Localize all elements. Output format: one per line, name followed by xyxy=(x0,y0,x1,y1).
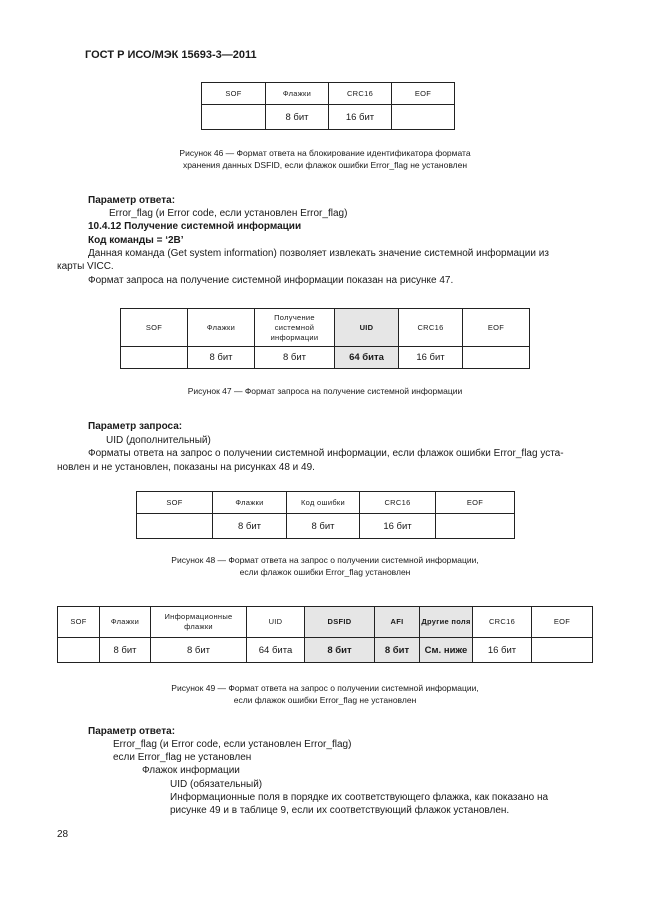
response-param-label-2: Параметр ответа: xyxy=(88,726,176,737)
f47-val-eof xyxy=(463,347,530,369)
f48-val-crc: 16 бит xyxy=(360,514,436,539)
f49-val-eof xyxy=(532,638,593,663)
f48-val-eof xyxy=(436,514,515,539)
figure-49-table xyxy=(57,606,593,663)
f46-val-flags: 8 бит xyxy=(266,105,329,130)
request-param-line: UID (дополнительный) xyxy=(106,435,211,446)
response-line-5a: Информационные поля в порядке их соответствующего флажка, как показано на xyxy=(170,792,549,803)
figure-46-table xyxy=(201,82,455,130)
section-para-1b: карты VICC. xyxy=(57,261,114,272)
f46-caption-line1: Рисунок 46 — Формат ответа на блокирование идентификатора формата xyxy=(179,148,471,158)
response-param-line-1: Error_flag (и Error code, если установлен Error_flag) xyxy=(109,208,348,219)
figure-48-caption xyxy=(100,554,550,578)
f46-col-flags: Флажки xyxy=(266,83,329,105)
f49-val-sof xyxy=(58,638,100,663)
request-param-label: Параметр запроса: xyxy=(88,421,183,432)
document-header: ГОСТ Р ИСО/МЭК 15693-3—2011 xyxy=(85,49,257,61)
response-line-1: Error_flag (и Error code, если установлен Error_flag) xyxy=(113,739,352,750)
f49-val-afi: 8 бит xyxy=(375,638,420,663)
f49-col-eof: EOF xyxy=(532,607,593,638)
request-para-b: новлен и не установлен, показаны на рисунках 48 и 49. xyxy=(57,462,315,473)
f48-col-errcode: Код ошибки xyxy=(287,492,360,514)
figure-49-caption xyxy=(100,682,550,706)
f49-col-flags: Флажки xyxy=(100,607,151,638)
f46-col-crc: CRC16 xyxy=(329,83,392,105)
f49-col-dsfid: DSFID xyxy=(305,607,375,638)
f47-col-flags: Флажки xyxy=(188,309,255,347)
f46-val-sof xyxy=(202,105,266,130)
f48-caption-line1: Рисунок 48 — Формат ответа на запрос о получении системной информации, xyxy=(171,555,479,565)
f49-caption-line2: если флажок ошибки Error_flag не установлен xyxy=(233,695,417,705)
f48-col-crc: CRC16 xyxy=(360,492,436,514)
response-param-label-1: Параметр ответа: xyxy=(88,195,176,206)
request-para-a: Форматы ответа на запрос о получении системной информации, если флажок ошибки Error_flag уста- xyxy=(88,448,564,459)
f47-col-eof: EOF xyxy=(463,309,530,347)
section-para-1a: Данная команда (Get system information) позволяет извлекать значение системной информации из xyxy=(88,248,549,259)
f48-col-sof: SOF xyxy=(137,492,213,514)
f49-col-sof: SOF xyxy=(58,607,100,638)
f49-val-other: См. ниже xyxy=(420,638,473,663)
f48-val-flags: 8 бит xyxy=(213,514,287,539)
f49-val-dsfid: 8 бит xyxy=(305,638,375,663)
f47-val-uid: 64 бита xyxy=(335,347,399,369)
f47-col-sysinfo: Получение системной информации xyxy=(255,309,335,347)
f47-col-sof: SOF xyxy=(121,309,188,347)
f48-val-errcode: 8 бит xyxy=(287,514,360,539)
f49-col-crc: CRC16 xyxy=(473,607,532,638)
f49-col-uid: UID xyxy=(247,607,305,638)
figure-46-caption xyxy=(100,147,550,171)
f49-col-afi: AFI xyxy=(375,607,420,638)
f48-col-flags: Флажки xyxy=(213,492,287,514)
figure-47-caption: Рисунок 47 — Формат запроса на получение системной информации xyxy=(187,386,463,396)
figure-48-table xyxy=(136,491,515,539)
f48-val-sof xyxy=(137,514,213,539)
f47-col-crc: CRC16 xyxy=(399,309,463,347)
f49-val-crc: 16 бит xyxy=(473,638,532,663)
f47-val-sof xyxy=(121,347,188,369)
command-code: Код команды = ‘2B’ xyxy=(88,235,184,246)
f48-col-eof: EOF xyxy=(436,492,515,514)
f46-val-crc: 16 бит xyxy=(329,105,392,130)
response-line-5b: рисунке 49 и в таблице 9, если их соответствующий флажок установлен. xyxy=(170,805,510,816)
f46-col-eof: EOF xyxy=(392,83,455,105)
section-heading: 10.4.12 Получение системной информации xyxy=(88,221,302,232)
f46-caption-line2: хранения данных DSFID, если флажок ошибки Error_flag не установлен xyxy=(182,160,468,170)
page-number: 28 xyxy=(57,829,69,840)
f49-col-other: Другие поля xyxy=(420,607,473,638)
f46-col-sof: SOF xyxy=(202,83,266,105)
f49-val-flags: 8 бит xyxy=(100,638,151,663)
response-line-4: UID (обязательный) xyxy=(170,779,263,790)
section-para-2: Формат запроса на получение системной информации показан на рисунке 47. xyxy=(88,275,454,286)
response-line-2: если Error_flag не установлен xyxy=(113,752,252,763)
f49-val-infoflags: 8 бит xyxy=(151,638,247,663)
f49-val-uid: 64 бита xyxy=(247,638,305,663)
f49-col-infoflags: Информационные флажки xyxy=(151,607,247,638)
f46-val-eof xyxy=(392,105,455,130)
f49-caption-line1: Рисунок 49 — Формат ответа на запрос о получении системной информации, xyxy=(171,683,479,693)
f47-val-crc: 16 бит xyxy=(399,347,463,369)
f47-val-sysinfo: 8 бит xyxy=(255,347,335,369)
figure-47-table xyxy=(120,308,530,369)
f48-caption-line2: если флажок ошибки Error_flag установлен xyxy=(239,567,411,577)
response-line-3: Флажок информации xyxy=(142,765,240,776)
f47-val-flags: 8 бит xyxy=(188,347,255,369)
f47-col-uid: UID xyxy=(335,309,399,347)
